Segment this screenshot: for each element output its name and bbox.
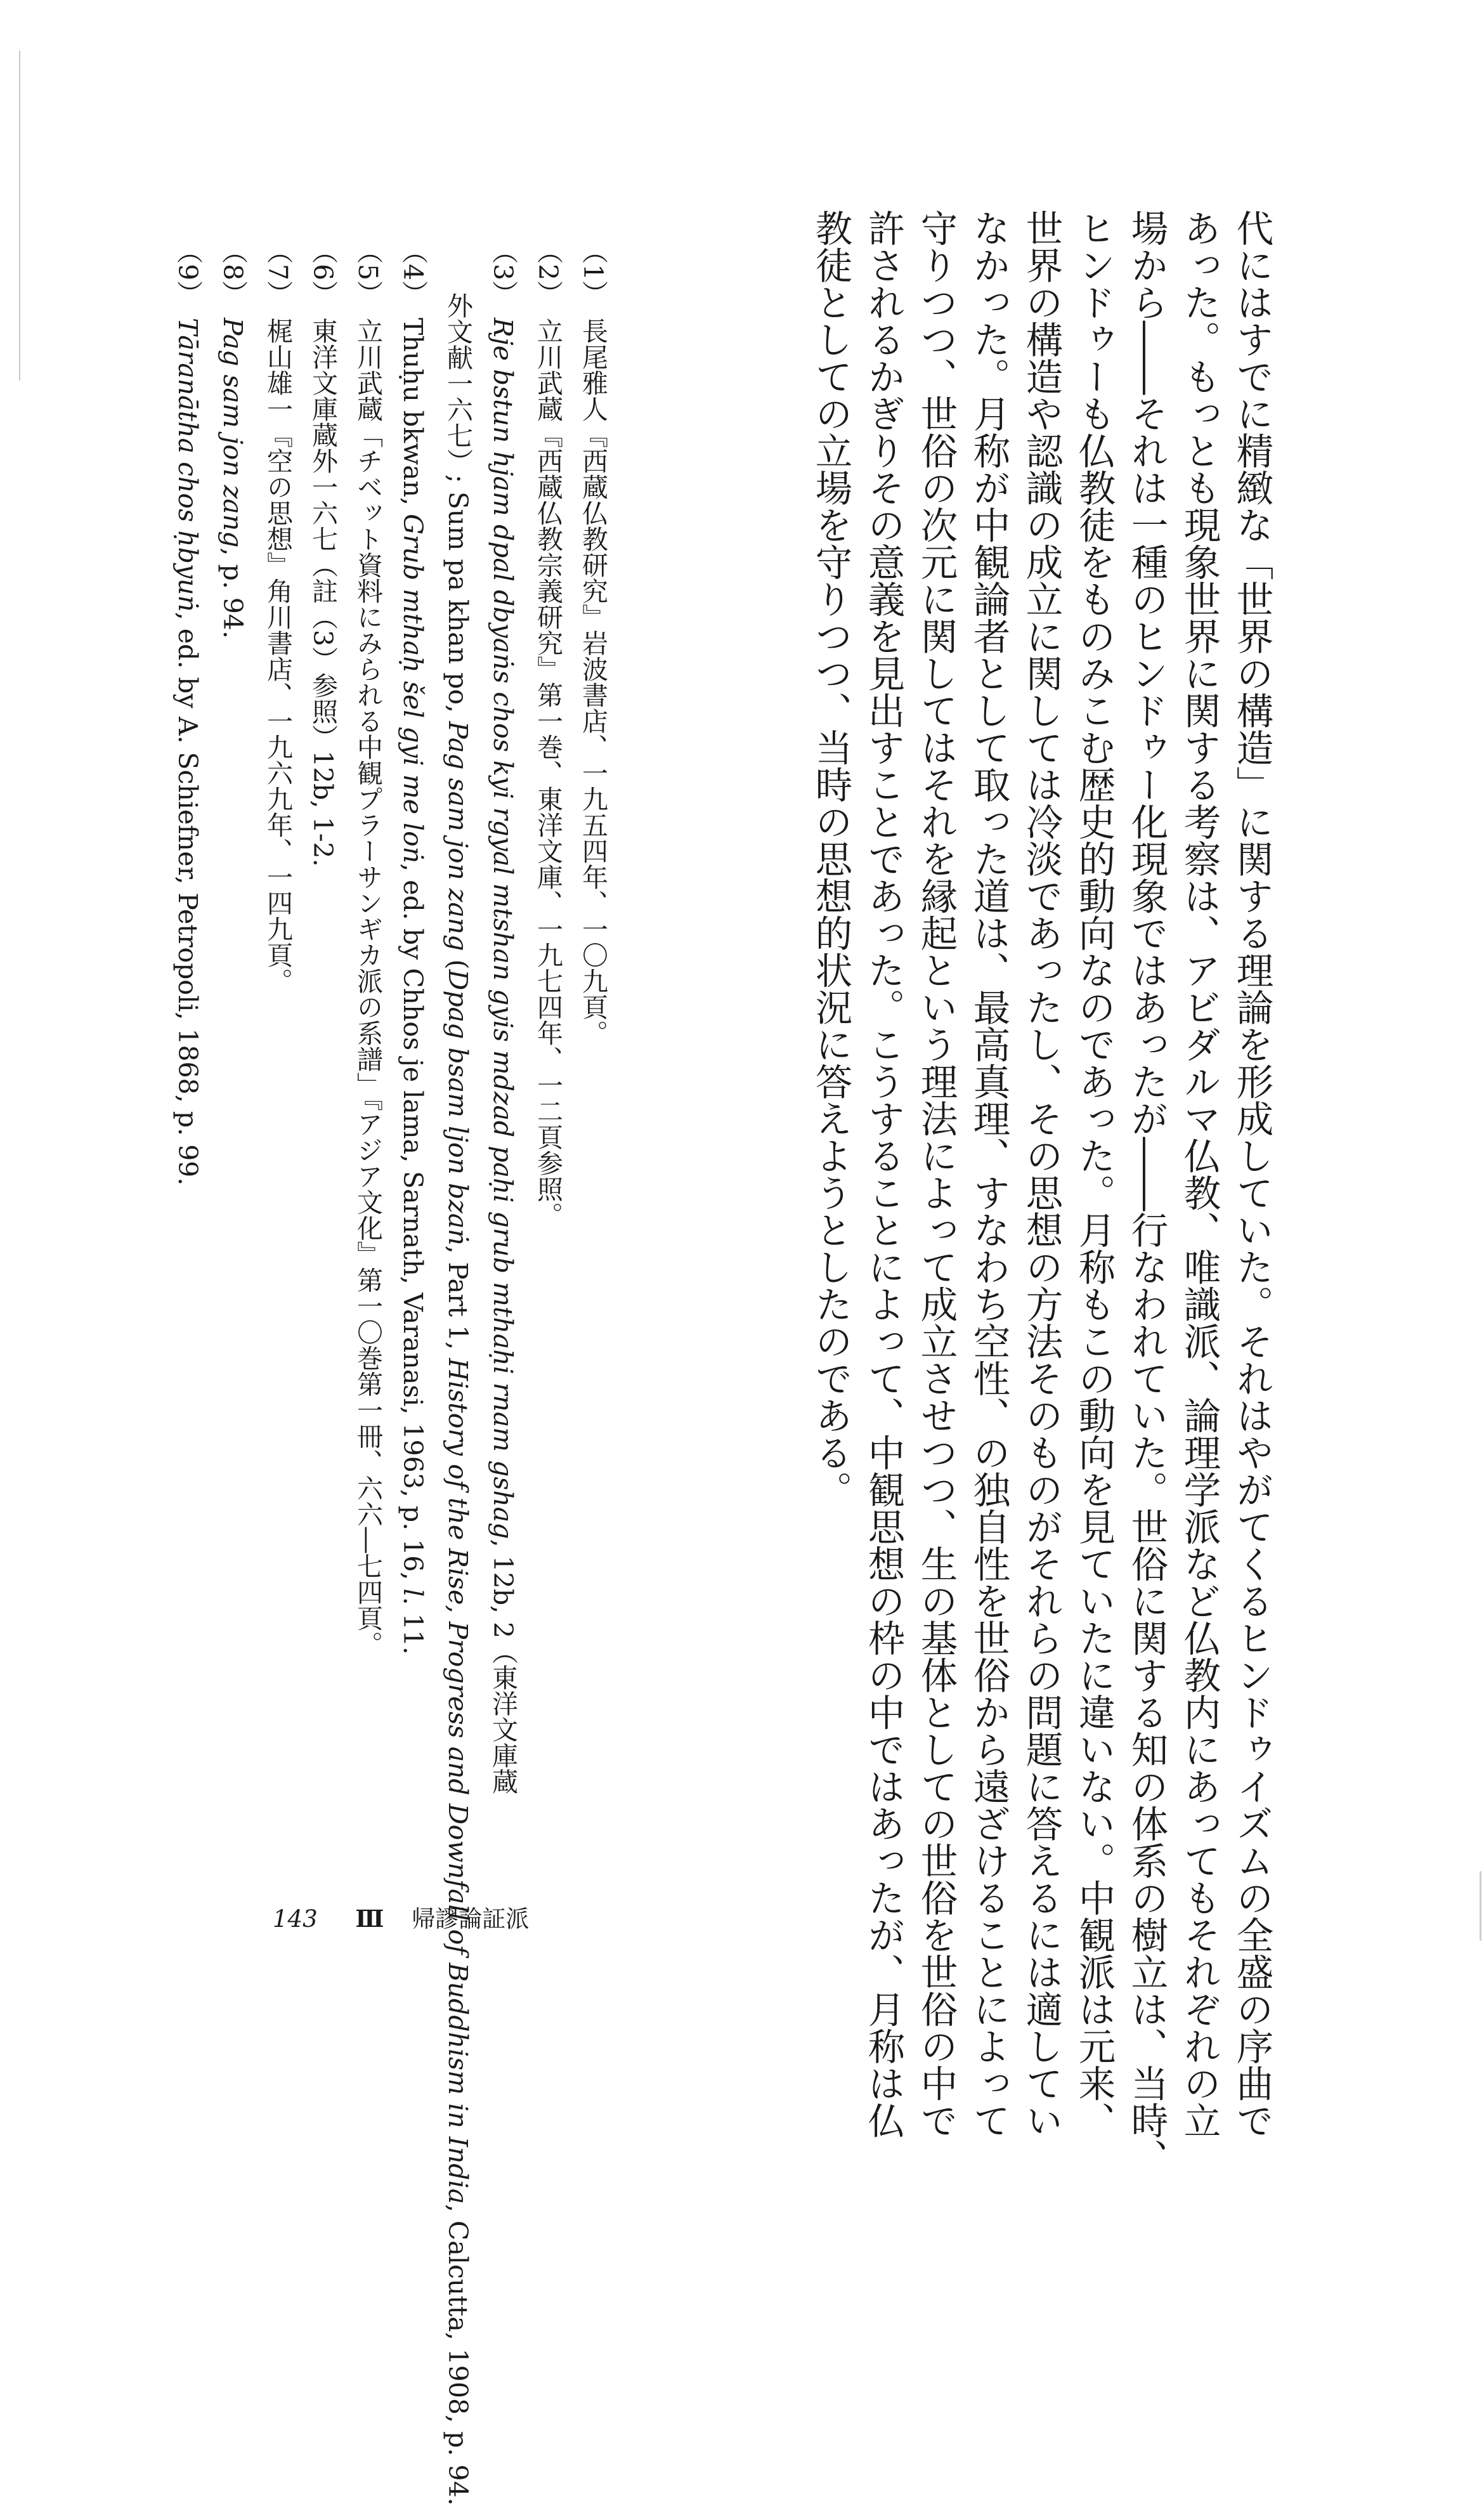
body-line: 場から――それは一種のヒンドゥー化現象ではあったが――行なわれていた。世俗に関する知の体系の樹立は、当時、 xyxy=(1125,209,1168,2176)
body-line: 許されるかぎりその意義を見出すことであった。こうすることによって、中観思想の枠の中ではあったが、月称は仏 xyxy=(862,209,905,2139)
page-footer xyxy=(273,1900,529,1934)
page-number: 143 xyxy=(273,1905,318,1933)
footnote-segment: , 12b, 2（東洋文庫蔵 xyxy=(488,1539,518,1795)
footnote-text xyxy=(488,318,518,1794)
footnote-number: （2） xyxy=(533,238,563,307)
footnote-number: （1） xyxy=(578,238,608,307)
body-line: 世界の構造や認識の成立に関しては冷淡であったし、その思想の方法そのものがそれらの問題に答えるには適してい xyxy=(1020,209,1063,2139)
footnote-segment: . 11. xyxy=(398,1596,428,1655)
footnote-segment: Pag sam jon zang xyxy=(218,318,248,548)
footnote-text xyxy=(398,318,428,1655)
footnote-segment: 梶山雄一『空の思想』角川書店、一九六九年、一四九頁。 xyxy=(263,318,293,995)
part-number: Ⅲ xyxy=(355,1905,384,1933)
footnote-segment: 立川武蔵『西蔵仏教宗義研究』第一巻、東洋文庫、一九七四年、一二頁参照。 xyxy=(533,318,563,1229)
scan-edge-mark-right xyxy=(1480,1871,1481,1941)
footnote-segment: Thuḥu bkwan, xyxy=(398,318,428,514)
main-body-text xyxy=(804,209,1278,2176)
footnote-text xyxy=(308,318,338,867)
footnote-text xyxy=(578,318,608,1046)
footnote xyxy=(210,238,255,1950)
footnote-text xyxy=(218,318,248,639)
body-line: 代にはすでに精緻な「世界の構造」に関する理論を形成していた。それはやがてくるヒンドゥイズムの全盛の序曲で xyxy=(1230,209,1273,2139)
footnote-segment: , ed. by A. Schiefner, Petropoli, 1868, p. 99. xyxy=(172,611,203,1186)
footnote-number: （3） xyxy=(488,238,518,307)
footnote-segment: Grub mthaḥ šel gyi me loṅ xyxy=(398,514,428,864)
footnote-segment: History of the Rise, Progress and Downfall of Buddhism in India xyxy=(443,1358,473,2204)
footnote-text xyxy=(353,318,383,1657)
footnote-number: （7） xyxy=(263,238,293,307)
footnote xyxy=(390,238,435,1950)
footnote-segment: Dpag bsam ljon bzaṅ xyxy=(443,969,473,1246)
body-line: なかった。月称が中観論者として取った道は、最高真理、すなわち空性、の独自性を世俗から遠ざけることによって xyxy=(967,209,1010,2139)
footnote-segment: Tāranātha chos ḥbyuṅ xyxy=(172,318,203,612)
footnote-segment: l xyxy=(398,1588,428,1597)
body-line: 教徒としての立場を守りつつ、当時の思想的状況に答えようとしたのである。 xyxy=(809,209,852,1508)
footnote xyxy=(255,238,300,1950)
footnote-text xyxy=(172,318,203,1185)
footnote xyxy=(570,238,615,1950)
footnotes xyxy=(165,238,615,2506)
footnote-segment: 外文献一六七）; Sum pa khan po, xyxy=(443,292,473,722)
footnote-segment: ( xyxy=(443,951,473,970)
footnote xyxy=(480,238,525,1950)
body-line: ヒンドゥーも仏教徒をものみこむ歴史的動向なのであった。月称もこの動向を見ていたに違いない。中観派は元来、 xyxy=(1072,209,1116,2139)
body-line: 守りつつ、世俗の次元に関してはそれを縁起という理法によって成立させつつ、生の基体としての世俗を世俗の中で xyxy=(914,209,958,2139)
footnote-text xyxy=(263,318,293,994)
footnote xyxy=(345,238,390,1950)
footnote-segment: 立川武蔵「チベット資料にみられる中観プラーサンギカ派の系譜」『アジア文化』第一〇巻第一冊、六六―七四頁。 xyxy=(353,318,383,1657)
footnote-number: （6） xyxy=(308,238,338,307)
scan-edge-mark xyxy=(19,51,20,381)
footnote xyxy=(165,238,210,1950)
body-line: あった。もっとも現象世界に関する考察は、アビダルマ仏教、唯識派、論理学派など仏教内にあってもそれぞれの立 xyxy=(1178,209,1221,2139)
footnote xyxy=(525,238,570,1950)
footnote-continuation xyxy=(435,238,480,2506)
footnote-text xyxy=(533,318,563,1228)
footnote-number: （5） xyxy=(353,238,383,307)
footnote-segment: 長尾雅人『西蔵仏教研究』岩波書店、一九五四年、一〇九頁。 xyxy=(578,318,608,1047)
footnote-number: （9） xyxy=(172,238,203,307)
footnote-number: （8） xyxy=(218,238,248,307)
footnote-segment: 東洋文庫蔵外一六七（註（3）参照）12b, 1-2. xyxy=(308,318,338,867)
footnote-segment: Pag sam jon zang xyxy=(443,721,473,951)
footnote-segment: , Calcutta, 1908, p. 94. xyxy=(443,2203,473,2506)
footnote-segment: , Part 1, xyxy=(443,1245,473,1359)
footnote-number: （4） xyxy=(398,238,428,307)
footnote-segment: , ed. by Chhos je lama, Sarnath, Varanasi, 1963, p. 16, xyxy=(398,863,428,1589)
footnote-segment: , p. 94. xyxy=(218,547,248,639)
section-title: 帰謬論証派 xyxy=(412,1905,530,1933)
footnote-segment: Rje bstun hjam dpal dbyaṅs chos kyi rgyal mtshan gyis mdzad paḥi grub mthaḥi rnam gshag xyxy=(488,318,518,1539)
footnote xyxy=(300,238,345,1950)
